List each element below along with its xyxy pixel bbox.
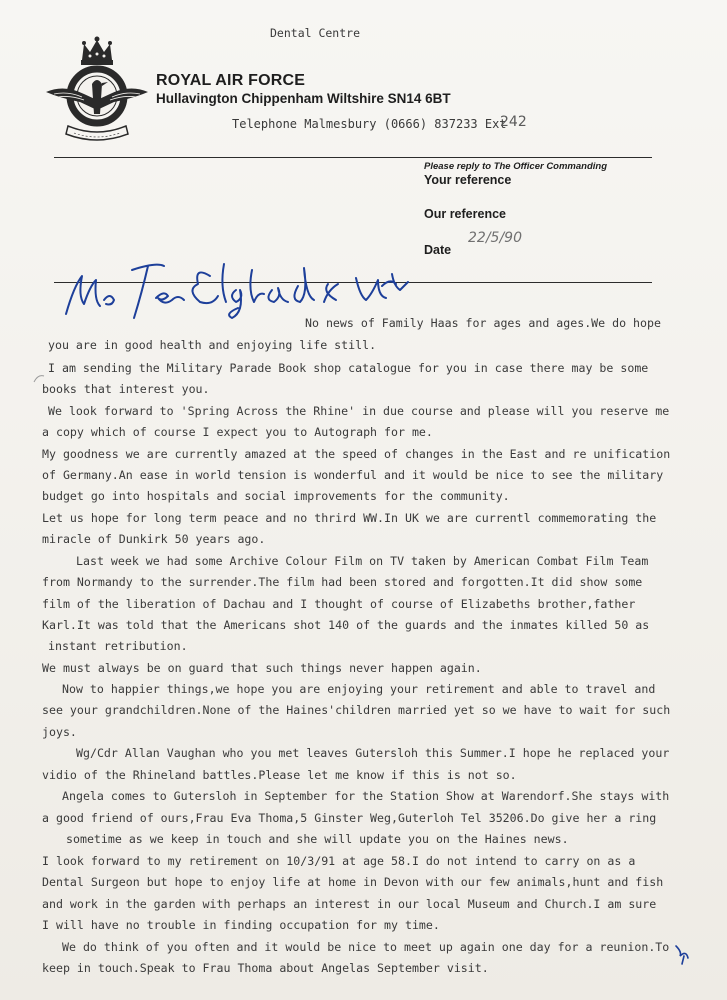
body-line: film of the liberation of Dachau and I thought of course of Elizabeths brother,father [42,597,636,611]
reply-note: Please reply to The Officer Commanding [424,161,608,172]
handwritten-tick-icon [672,942,692,966]
body-line: We do think of you often and it would be nice to meet up again one day for a reunion.To [62,940,670,954]
our-reference-label: Our reference [424,207,506,221]
body-line: Last week we had some Archive Colour Film on TV taken by American Combat Film Team [76,554,649,568]
body-line: books that interest you. [42,382,210,396]
body-line: I look forward to my retirement on 10/3/91 at age 58.I do not intend to carry on as a [42,854,636,868]
telephone-extension: 242 [500,114,527,130]
body-line: a copy which of course I expect you to Autograph for me. [42,425,433,439]
body-line: No news of Family Haas for ages and ages.We do hope [305,316,661,330]
organization-address: Hullavington Chippenham Wiltshire SN14 6BT [156,91,451,106]
telephone-line: Telephone Malmesbury (0666) 837233 Ext [232,117,507,131]
body-line: Wg/Cdr Allan Vaughan who you met leaves Gutersloh this Summer.I hope he replaced your [76,746,670,760]
organization-name: ROYAL AIR FORCE [156,72,306,89]
department-name: Dental Centre [270,26,361,40]
body-line: joys. [42,725,77,739]
your-reference-label: Your reference [424,173,512,187]
body-line: you are in good health and enjoying life still. [48,338,377,352]
body-line: sometime as we keep in touch and she will update you on the Haines news. [66,832,569,846]
body-line: I will have no trouble in finding occupation for my time. [42,918,440,932]
pencil-mark-icon [32,372,46,386]
body-line: see your grandchildren.None of the Haines'children married yet so we have to wait for such [42,703,671,717]
body-line: We must always be on guard that such things never happen again. [42,661,482,675]
body-line: vidio of the Rhineland battles.Please let me know if this is not so. [42,768,517,782]
date-label: Date [424,243,452,257]
body-line: Now to happier things,we hope you are enjoying your retirement and able to travel and [62,682,656,696]
body-line: keep in touch.Speak to Frau Thoma about Angelas September visit. [42,961,489,975]
handwritten-salutation [60,256,410,322]
header-divider [54,157,652,158]
body-line: and work in the garden with perhaps an interest in our local Museum and Church.I am sure [42,897,657,911]
body-line: I am sending the Military Parade Book shop catalogue for you in case there may be some [48,361,649,375]
body-line: of Germany.An ease in world tension is wonderful and it would be nice to see the military [42,468,664,482]
body-line: budget go into hospitals and social improvements for the community. [42,489,510,503]
body-line: Dental Surgeon but hope to enjoy life at home in Devon with our few animals,hunt and fish [42,875,664,889]
raf-crest-icon [44,34,150,154]
body-line: a good friend of ours,Frau Eva Thoma,5 Ginster Weg,Guterloh Tel 35206.Do give her a ring [42,811,657,825]
body-line: Karl.It was told that the Americans shot 140 of the guards and the inmates killed 50 as [42,618,650,632]
body-line: Angela comes to Gutersloh in September for the Station Show at Warendorf.She stays with [62,789,670,803]
body-line: My goodness we are currently amazed at the speed of changes in the East and re unification [42,447,671,461]
date-value: 22/5/90 [468,230,522,246]
body-line: Let us hope for long term peace and no thrird WW.In UK we are currentl commemorating the [42,511,657,525]
body-line: We look forward to 'Spring Across the Rhine' in due course and please will you reserve me [48,404,670,418]
body-line: instant retribution. [48,639,188,653]
body-line: miracle of Dunkirk 50 years ago. [42,532,266,546]
body-line: from Normandy to the surrender.The film had been stored and forgotten.It did show some [42,575,643,589]
